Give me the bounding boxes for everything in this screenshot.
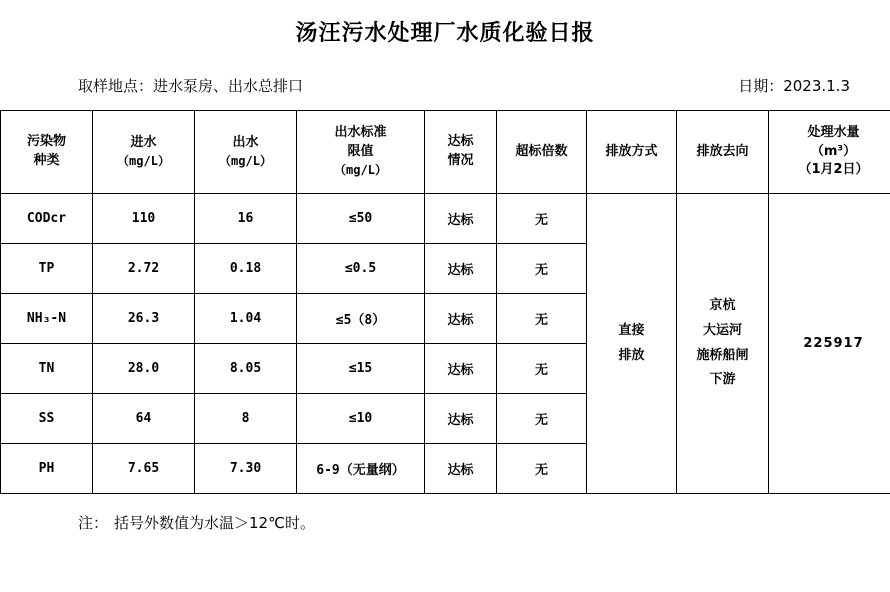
footnote-text: 括号外数值为水温＞12℃时。: [114, 514, 315, 532]
header-meet-line2: 情况: [447, 153, 474, 168]
page-title: 汤汪污水处理厂水质化验日报: [295, 21, 595, 46]
table-body: [1, 194, 890, 494]
header-limit: [297, 111, 425, 194]
cell-discharge-mode: [587, 194, 677, 494]
sampling-location: 取样地点：进水泵房、出水总排口: [78, 77, 304, 95]
cell-exceed: 无: [497, 244, 587, 294]
header-destination: 排放去向: [677, 111, 769, 194]
cell-meet: 达标: [425, 244, 497, 294]
cell-outflow: 16: [195, 194, 297, 244]
cell-inflow: 7.65: [93, 444, 195, 494]
header-limit-unit: （mg/L）: [334, 163, 387, 178]
cell-limit: ≤15: [297, 344, 425, 394]
meta-row: [78, 75, 850, 96]
cell-outflow: 8.05: [195, 344, 297, 394]
cell-meet: 达标: [425, 394, 497, 444]
cell-exceed: 无: [497, 394, 587, 444]
cell-outflow: 1.04: [195, 294, 297, 344]
cell-inflow: 28.0: [93, 344, 195, 394]
header-exceed: 超标倍数: [497, 111, 587, 194]
cell-inflow: 64: [93, 394, 195, 444]
header-inflow: [93, 111, 195, 194]
cell-limit: ≤50: [297, 194, 425, 244]
footnote: [78, 512, 890, 533]
header-limit-line1: 出水标准: [334, 125, 387, 141]
header-pollutant: [1, 111, 93, 194]
cell-inflow: 110: [93, 194, 195, 244]
cell-pollutant: TP: [1, 244, 93, 294]
header-volume: [769, 111, 890, 194]
cell-pollutant: SS: [1, 394, 93, 444]
cell-exceed: 无: [497, 444, 587, 494]
cell-exceed: 无: [497, 194, 587, 244]
cell-meet: 达标: [425, 344, 497, 394]
cell-pollutant: TN: [1, 344, 93, 394]
header-discharge-mode: 排放方式: [587, 111, 677, 194]
header-meet-line1: 达标: [447, 134, 474, 150]
cell-treated-volume: 225917: [769, 194, 890, 494]
cell-outflow: 7.30: [195, 444, 297, 494]
header-limit-line2: 限值: [347, 144, 374, 160]
header-outflow-unit: （mg/L）: [219, 153, 272, 168]
table-row: [1, 194, 890, 244]
water-quality-table: [0, 110, 890, 494]
header-outflow-line1: 出水: [232, 134, 259, 150]
header-pollutant-line1: 污染物: [26, 134, 66, 150]
cell-limit: 6-9（无量纲）: [297, 444, 425, 494]
cell-inflow: 2.72: [93, 244, 195, 294]
header-pollutant-line2: 种类: [33, 153, 60, 168]
report-date: 日期：2023.1.3: [738, 77, 850, 95]
cell-exceed: 无: [497, 294, 587, 344]
discharge-mode-line1: 直接: [618, 322, 645, 338]
cell-outflow: 0.18: [195, 244, 297, 294]
destination-line2: 大运河: [702, 322, 742, 338]
cell-meet: 达标: [425, 294, 497, 344]
cell-inflow: 26.3: [93, 294, 195, 344]
cell-destination: [677, 194, 769, 494]
cell-limit: ≤0.5: [297, 244, 425, 294]
cell-outflow: 8: [195, 394, 297, 444]
destination-line4: 下游: [709, 372, 736, 388]
cell-pollutant: PH: [1, 444, 93, 494]
header-inflow-line1: 进水: [130, 134, 157, 150]
footnote-label: 注：: [78, 514, 109, 532]
discharge-mode-line2: 排放: [618, 347, 645, 363]
cell-meet: 达标: [425, 194, 497, 244]
header-outflow: [195, 111, 297, 194]
cell-pollutant: CODcr: [1, 194, 93, 244]
header-inflow-unit: （mg/L）: [117, 153, 170, 168]
destination-line3: 施桥船闸: [696, 347, 749, 363]
cell-limit: ≤10: [297, 394, 425, 444]
header-row: [1, 111, 890, 194]
cell-exceed: 无: [497, 344, 587, 394]
cell-limit: ≤5（8）: [297, 294, 425, 344]
cell-pollutant: NH₃-N: [1, 294, 93, 344]
header-meet: [425, 111, 497, 194]
destination-line1: 京杭: [709, 298, 736, 314]
header-volume-line3: （1月2日）: [798, 162, 869, 178]
cell-meet: 达标: [425, 444, 497, 494]
header-volume-line1: 处理水量: [807, 124, 860, 140]
table-header: [1, 111, 890, 194]
header-volume-line2: （m³）: [810, 143, 857, 159]
